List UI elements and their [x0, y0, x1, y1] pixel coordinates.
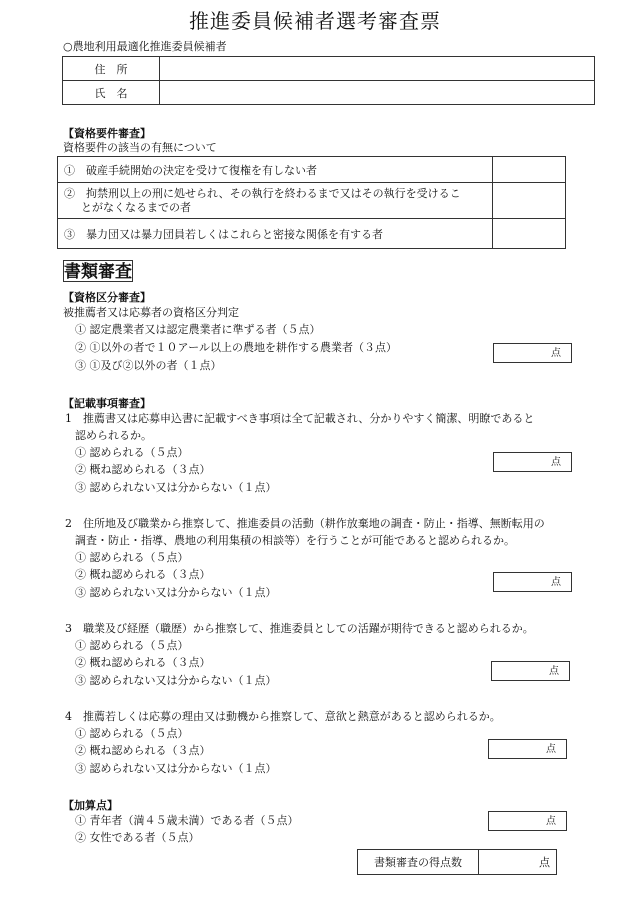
document-review-heading: 書類審査	[64, 262, 132, 282]
qualification-check-2[interactable]	[493, 183, 566, 219]
address-label: 住 所	[63, 57, 160, 81]
question-2-line-1: 2 住所地及び職業から推察して、推進委員の活動（耕作放棄地の調査・防止・指導、無断転用の	[65, 517, 545, 530]
q2-score-box[interactable]: 点	[493, 572, 572, 592]
q4-option-2: ② 概ね認められる（３点）	[75, 744, 211, 757]
qualification-intro: 資格要件の該当の有無について	[63, 141, 217, 154]
category-heading: 【資格区分審査】	[63, 291, 151, 304]
qualification-table	[57, 156, 566, 249]
bonus-heading: 【加算点】	[63, 799, 118, 812]
q2-option-3: ③ 認められない又は分からない（１点）	[75, 586, 277, 599]
category-option-3: ③ ①及び②以外の者（１点）	[75, 359, 222, 372]
question-1-line-1: 1 推薦書又は応募申込書に記載すべき事項は全て記載され、分かりやすく簡潔、明瞭であると	[65, 412, 535, 425]
candidate-info-table	[62, 56, 595, 105]
total-score-label: 書類審査の得点数	[358, 850, 479, 875]
q2-option-2: ② 概ね認められる（３点）	[75, 568, 211, 581]
qualification-item-2: ② 拘禁刑以上の刑に処せられ、その執行を終わるまで又はその執行を受けるこ とがなくなるまでの者	[58, 183, 493, 219]
qualification-item-3: ③ 暴力団又は暴力団員若しくはこれらと密接な関係を有する者	[58, 219, 493, 249]
q4-option-3: ③ 認められない又は分からない（１点）	[75, 762, 277, 775]
total-score-table	[357, 849, 557, 875]
q1-option-1: ① 認められる（５点）	[75, 446, 189, 459]
q3-option-1: ① 認められる（５点）	[75, 639, 189, 652]
question-2-line-2: 調査・防止・指導、農地の利用集積の相談等）を行うことが可能であると認められるか。	[75, 534, 515, 547]
qualification-heading: 【資格要件審査】	[63, 127, 151, 140]
q1-option-3: ③ 認められない又は分からない（１点）	[75, 481, 277, 494]
q4-option-1: ① 認められる（５点）	[75, 727, 189, 740]
q3-option-3: ③ 認められない又は分からない（１点）	[75, 674, 277, 687]
bonus-score-box[interactable]: 点	[488, 811, 567, 831]
bonus-option-2: ② 女性である者（５点）	[75, 831, 200, 844]
total-score-field[interactable]: 点	[479, 850, 557, 875]
qualification-check-1[interactable]	[493, 157, 566, 183]
question-1-line-2: 認められるか。	[75, 429, 152, 442]
subtitle: ○農地利用最適化推進委員候補者	[63, 40, 227, 53]
q3-option-2: ② 概ね認められる（３点）	[75, 656, 211, 669]
category-intro: 被推薦者又は応募者の資格区分判定	[63, 306, 239, 319]
question-3-line-1: 3 職業及び経歴（職歴）から推察して、推進委員としての活躍が期待できると認められるか。	[65, 622, 534, 635]
category-option-1: ① 認定農業者又は認定農業者に準ずる者（５点）	[75, 323, 321, 336]
page-title: 推進委員候補者選考審査票	[189, 9, 441, 33]
question-4-line-1: 4 推薦若しくは応募の理由又は動機から推察して、意欲と熱意があると認められるか。	[65, 710, 501, 723]
q3-score-box[interactable]: 点	[491, 661, 570, 681]
content-heading: 【記載事項審査】	[63, 397, 151, 410]
name-label: 氏 名	[63, 81, 160, 105]
qualification-check-3[interactable]	[493, 219, 566, 249]
bonus-option-1: ① 青年者（満４５歳未満）である者（５点）	[75, 814, 299, 827]
name-field[interactable]	[160, 81, 595, 105]
q2-option-1: ① 認められる（５点）	[75, 551, 189, 564]
q4-score-box[interactable]: 点	[488, 739, 567, 759]
q1-score-box[interactable]: 点	[493, 452, 572, 472]
category-option-2: ② ①以外の者で１０アール以上の農地を耕作する農業者（３点）	[75, 341, 397, 354]
address-field[interactable]	[160, 57, 595, 81]
q1-option-2: ② 概ね認められる（３点）	[75, 463, 211, 476]
category-score-box[interactable]: 点	[493, 343, 572, 363]
qualification-item-1: ① 破産手続開始の決定を受けて復権を有しない者	[58, 157, 493, 183]
